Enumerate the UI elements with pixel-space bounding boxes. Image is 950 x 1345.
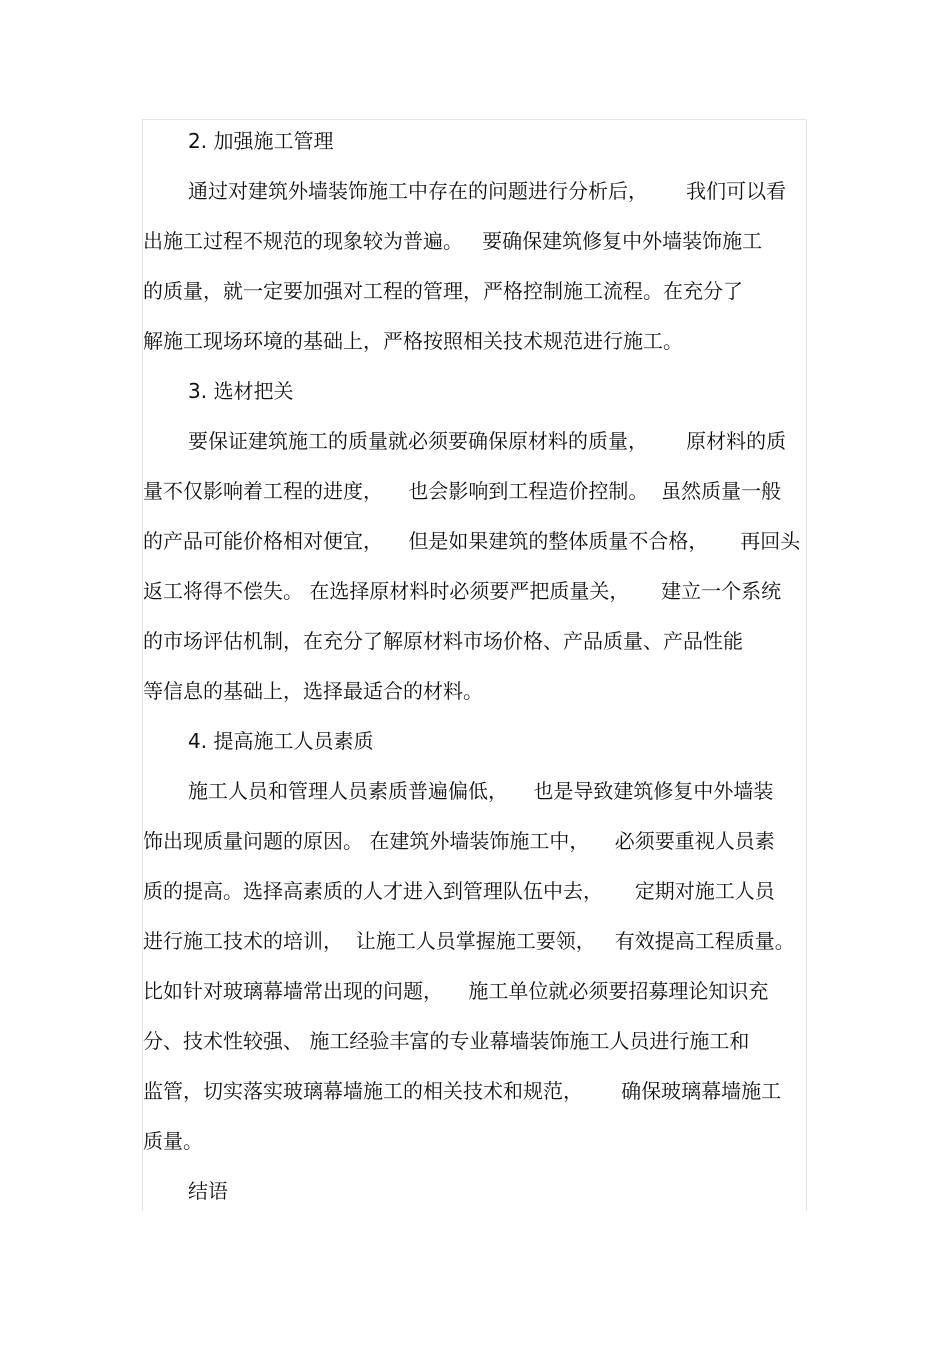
paragraph-line: 进行施工技术的培训， 让施工人员掌握施工要领， 有效提高工程质量。 [143,929,795,953]
paragraph-line: 监管，切实落实玻璃幕墙施工的相关技术和规范， 确保玻璃幕墙施工 [143,1079,782,1103]
paragraph-line: 的市场评估机制，在充分了解原材料市场价格、产品质量、产品性能 [143,629,743,653]
paragraph-line: 质量。 [143,1129,203,1153]
paragraph-line: 施工人员和管理人员素质普遍偏低， 也是导致建筑修复中外墙装 [188,779,774,803]
paragraph-line: 分、技术性较强、 施工经验丰富的专业幕墙装饰施工人员进行施工和 [143,1029,750,1053]
paragraph-line: 等信息的基础上，选择最适合的材料。 [143,679,483,703]
paragraph-line: 要保证建筑施工的质量就必须要确保原材料的质量， 原材料的质 [188,429,787,453]
paragraph-line: 通过对建筑外墙装饰施工中存在的问题进行分析后， 我们可以看 [188,179,787,203]
paragraph-line: 出施工过程不规范的现象较为普遍。 要确保建筑修复中外墙装饰施工 [143,229,763,253]
paragraph-line: 解施工现场环境的基础上，严格按照相关技术规范进行施工。 [143,329,683,353]
paragraph-line: 饰出现质量问题的原因。 在建筑外墙装饰施工中， 必须要重视人员素 [143,829,775,853]
paragraph-line: 的质量，就一定要加强对工程的管理，严格控制施工流程。在充分了 [143,279,743,303]
paragraph-line: 返工将得不偿失。 在选择原材料时必须要严把质量关， 建立一个系统 [143,579,782,603]
paragraph-line: 的产品可能价格相对便宜， 但是如果建筑的整体质量不合格， 再回头 [143,529,801,553]
section-heading-conclusion: 结语 [188,1179,228,1203]
section-heading-2: 2. 加强施工管理 [188,129,334,153]
paragraph-line: 量不仅影响着工程的进度， 也会影响到工程造价控制。 虽然质量一般 [143,479,782,503]
section-heading-3: 3. 选材把关 [188,379,294,403]
paragraph-line: 比如针对玻璃幕墙常出现的问题， 施工单位就必须要招募理论知识充 [143,979,769,1003]
section-heading-4: 4. 提高施工人员素质 [188,729,374,753]
paragraph-line: 质的提高。选择高素质的人才进入到管理队伍中去， 定期对施工人员 [143,879,775,903]
